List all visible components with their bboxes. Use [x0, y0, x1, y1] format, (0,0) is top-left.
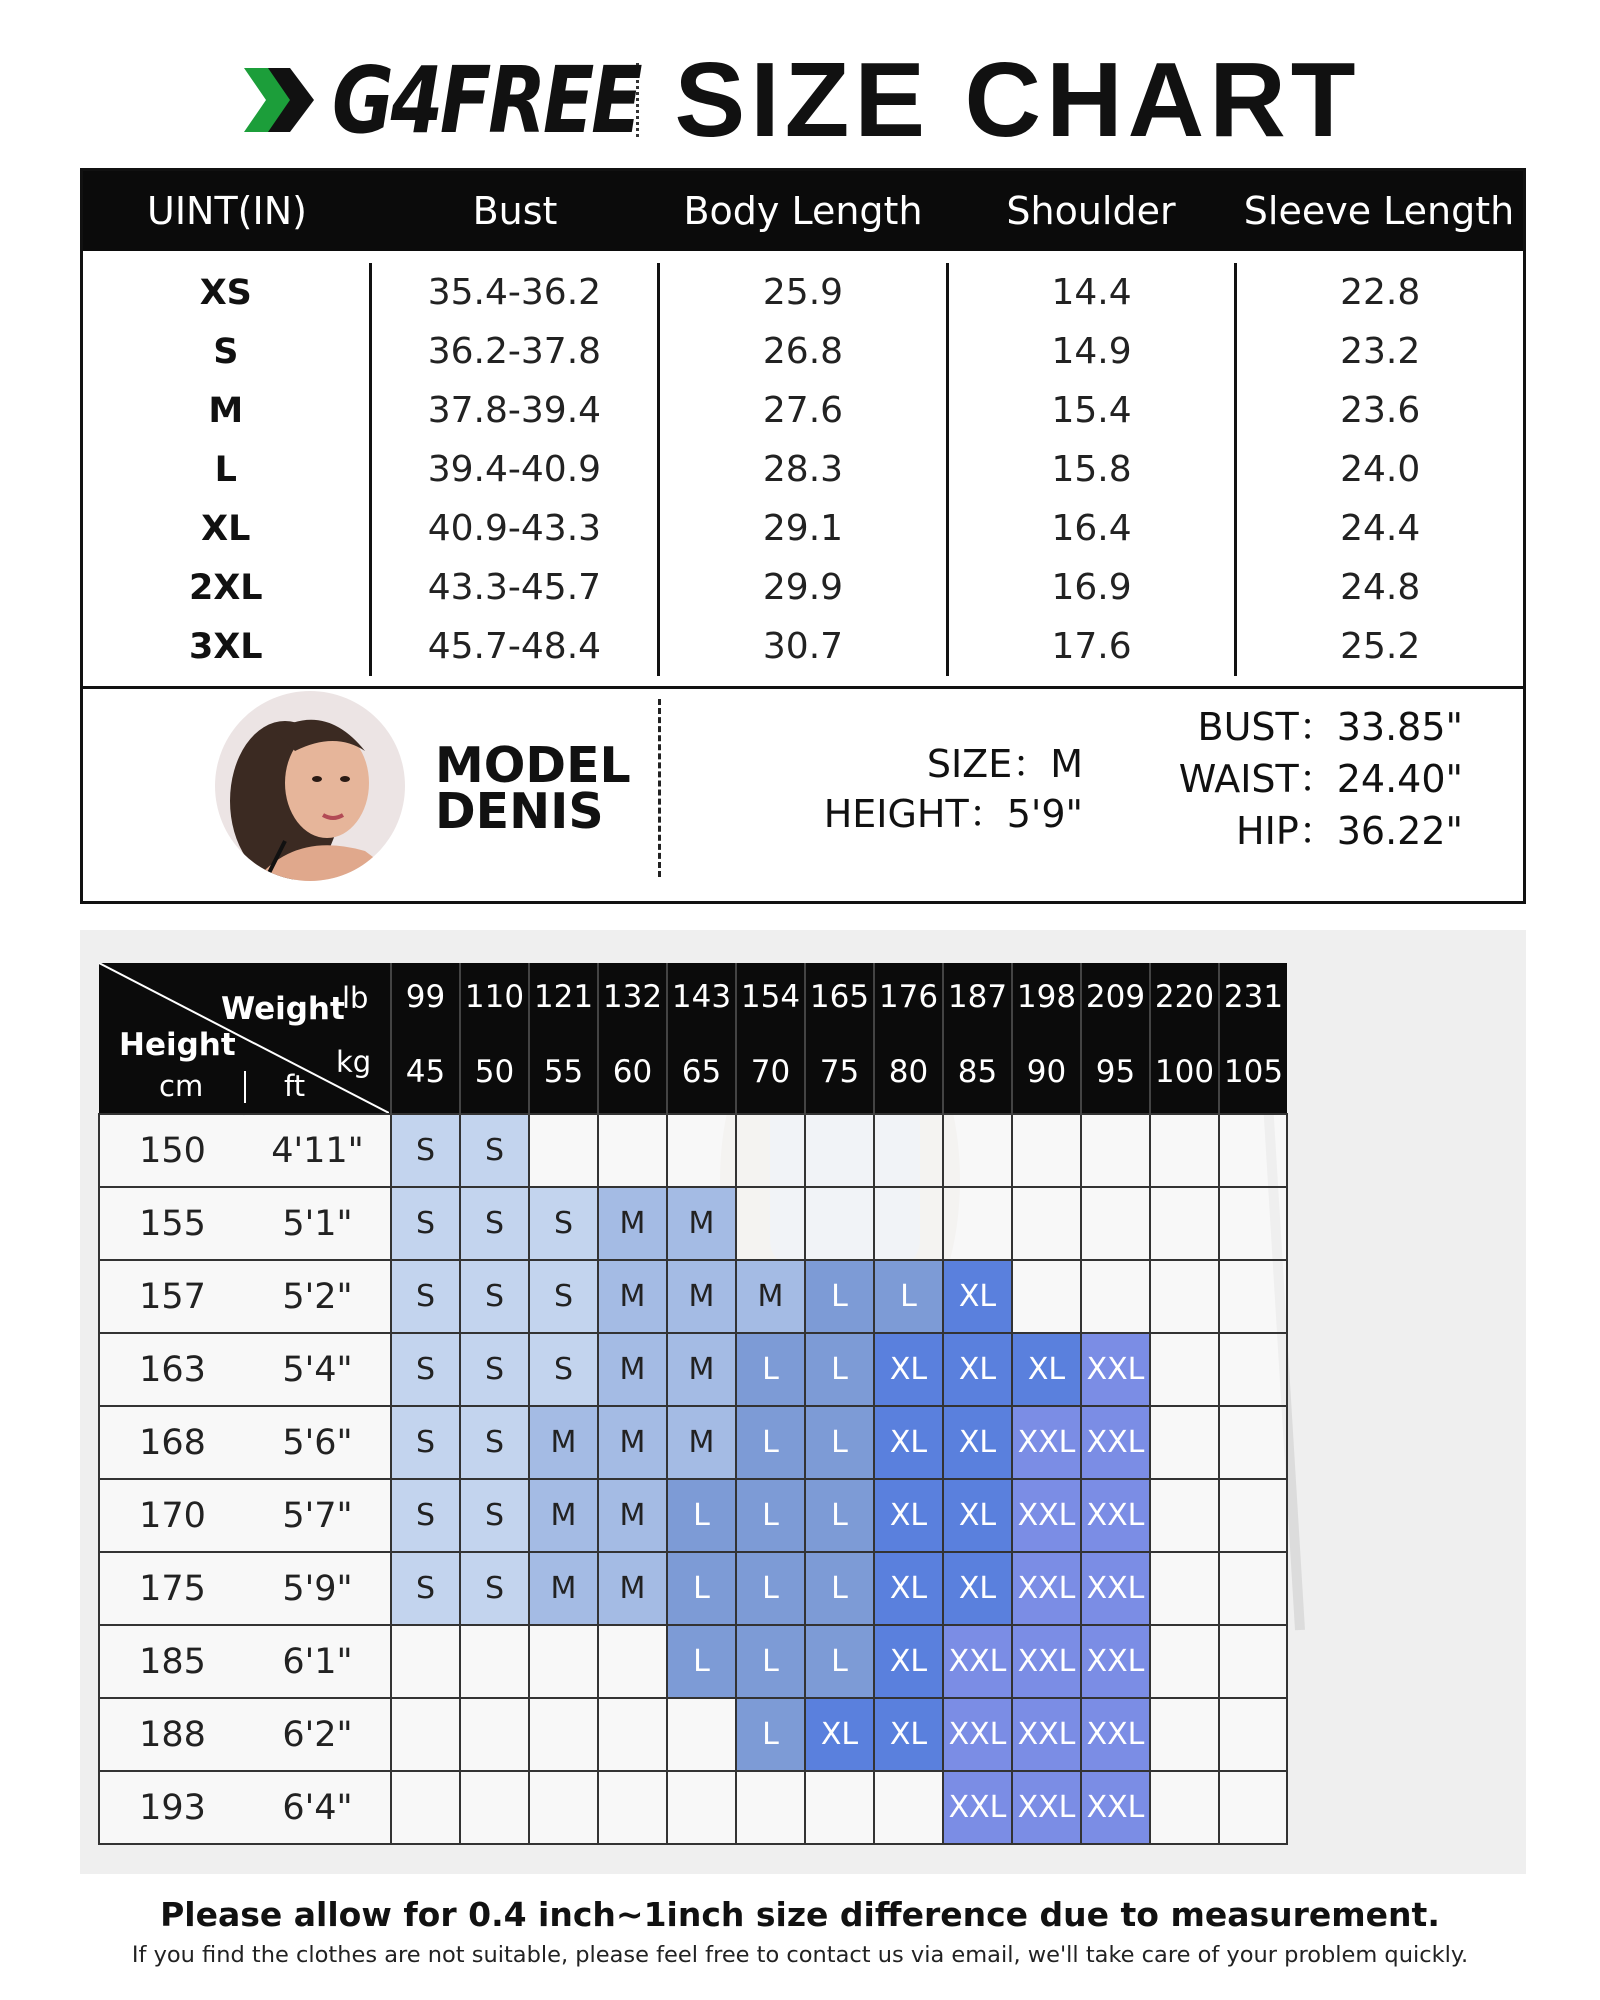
measurement-value: 29.1	[762, 508, 844, 549]
size-cell: L	[805, 1406, 874, 1479]
height-cm: 188	[99, 1698, 245, 1771]
weight-kg-header: 60	[598, 1031, 667, 1114]
empty-cell	[598, 1771, 667, 1844]
size-cell: L	[736, 1333, 805, 1406]
empty-cell	[736, 1187, 805, 1260]
weight-kg-header: 90	[1012, 1031, 1081, 1114]
size-cell: XXL	[943, 1698, 1012, 1771]
empty-cell	[1081, 1260, 1150, 1333]
measurement-value: 25.2	[1340, 626, 1421, 667]
height-cm: 175	[99, 1552, 245, 1625]
empty-cell	[943, 1187, 1012, 1260]
measurement-value: 17.6	[1051, 626, 1132, 667]
measurement-value: 27.6	[762, 390, 844, 431]
size-cell: M	[529, 1479, 598, 1552]
size-cell: XXL	[1012, 1625, 1081, 1698]
empty-cell	[1150, 1625, 1219, 1698]
brand-logo	[240, 46, 639, 154]
empty-cell	[805, 1187, 874, 1260]
measurement-value: 23.2	[1340, 331, 1421, 372]
model-name-line2: DENIS	[435, 783, 604, 840]
model-portrait	[215, 691, 405, 881]
measurement-value: 25.9	[762, 272, 844, 313]
measurement-value: 29.9	[762, 567, 844, 608]
model-size-height	[748, 739, 1083, 839]
size-cell: S	[460, 1479, 529, 1552]
lb-unit-label: lb	[342, 981, 369, 1015]
table-row	[99, 1333, 1287, 1406]
table-row	[99, 1406, 1287, 1479]
measurement-column-shoulder	[946, 263, 1235, 676]
measurement-note: Please allow for 0.4 inch~1inch size difference due to measurement.	[160, 1895, 1440, 1934]
height-cm: 168	[99, 1406, 245, 1479]
empty-cell	[1219, 1187, 1287, 1260]
empty-cell	[1219, 1406, 1287, 1479]
empty-cell	[874, 1771, 943, 1844]
measurement-column-body-length	[657, 263, 946, 676]
empty-cell	[598, 1114, 667, 1187]
empty-cell	[736, 1114, 805, 1187]
measurement-column-size	[83, 263, 369, 676]
empty-cell	[460, 1771, 529, 1844]
empty-cell	[1012, 1114, 1081, 1187]
size-cell: S	[529, 1333, 598, 1406]
empty-cell	[943, 1114, 1012, 1187]
size-label: S	[213, 331, 239, 372]
size-cell: M	[598, 1187, 667, 1260]
table-row	[99, 1187, 1287, 1260]
size-cell: L	[874, 1260, 943, 1333]
measurement-value: 23.6	[1340, 390, 1421, 431]
empty-cell	[667, 1698, 736, 1771]
size-cell: XL	[874, 1479, 943, 1552]
measurement-column-sleeve-length	[1234, 263, 1523, 676]
size-label: M	[208, 390, 244, 431]
size-cell: XXL	[1012, 1552, 1081, 1625]
size-cell: M	[598, 1406, 667, 1479]
empty-cell	[805, 1771, 874, 1844]
empty-cell	[529, 1114, 598, 1187]
size-cell: L	[667, 1479, 736, 1552]
table-row	[99, 1771, 1287, 1844]
measurement-value: 30.7	[762, 626, 844, 667]
measurement-value: 16.9	[1051, 567, 1132, 608]
size-cell: M	[529, 1406, 598, 1479]
size-cell: S	[460, 1187, 529, 1260]
empty-cell	[667, 1771, 736, 1844]
model-height: HEIGHT：5'9"	[823, 792, 1083, 836]
height-cm: 155	[99, 1187, 245, 1260]
empty-cell	[1150, 1260, 1219, 1333]
size-cell: S	[391, 1406, 460, 1479]
empty-cell	[1219, 1771, 1287, 1844]
column-header-shoulder: Shoulder	[1006, 189, 1176, 233]
size-cell: L	[667, 1552, 736, 1625]
size-cell: XXL	[1012, 1698, 1081, 1771]
weight-kg-header: 75	[805, 1031, 874, 1114]
weight-kg-header: 80	[874, 1031, 943, 1114]
size-cell: M	[667, 1333, 736, 1406]
size-cell: XL	[805, 1698, 874, 1771]
empty-cell	[1219, 1552, 1287, 1625]
weight-kg-header: 85	[943, 1031, 1012, 1114]
size-cell: L	[805, 1260, 874, 1333]
size-cell: S	[460, 1260, 529, 1333]
empty-cell	[874, 1187, 943, 1260]
column-header-body-length: Body Length	[683, 189, 923, 233]
weight-lb-header: 110	[460, 963, 529, 1031]
size-cell: XXL	[1081, 1698, 1150, 1771]
weight-lb-header: 198	[1012, 963, 1081, 1031]
size-cell: XL	[874, 1333, 943, 1406]
page-header	[0, 40, 1600, 160]
height-label: Height	[119, 1027, 236, 1063]
lb-header-row	[99, 963, 1287, 1031]
empty-cell	[1081, 1114, 1150, 1187]
size-cell: XXL	[1081, 1625, 1150, 1698]
table-row	[99, 1698, 1287, 1771]
height-cm: 185	[99, 1625, 245, 1698]
size-cell: M	[598, 1552, 667, 1625]
size-cell: XL	[1012, 1333, 1081, 1406]
weight-lb-header: 143	[667, 963, 736, 1031]
height-cm: 150	[99, 1114, 245, 1187]
size-cell: S	[391, 1114, 460, 1187]
measurement-value: 37.8-39.4	[427, 390, 602, 431]
empty-cell	[1081, 1187, 1150, 1260]
model-body-measurements	[1083, 701, 1463, 857]
empty-cell	[391, 1698, 460, 1771]
measurement-value: 39.4-40.9	[427, 449, 602, 490]
height-ft: 6'1"	[245, 1625, 391, 1698]
size-cell: S	[460, 1114, 529, 1187]
weight-lb-header: 99	[391, 963, 460, 1031]
empty-cell	[1219, 1260, 1287, 1333]
size-label: 3XL	[188, 626, 263, 667]
size-cell: XXL	[1081, 1771, 1150, 1844]
height-ft: 5'1"	[245, 1187, 391, 1260]
size-cell: XL	[943, 1479, 1012, 1552]
size-cell: XL	[943, 1260, 1012, 1333]
page-title: SIZE CHART	[674, 40, 1361, 159]
measurement-column-bust	[369, 263, 658, 676]
table-row	[99, 1552, 1287, 1625]
measurement-value: 24.8	[1340, 567, 1421, 608]
size-cell: XL	[943, 1333, 1012, 1406]
table-corner-header	[99, 963, 391, 1114]
size-cell: M	[529, 1552, 598, 1625]
model-divider	[658, 699, 661, 877]
size-cell: M	[598, 1260, 667, 1333]
height-ft: 5'2"	[245, 1260, 391, 1333]
model-size: SIZE：M	[926, 742, 1083, 786]
table-row	[99, 1260, 1287, 1333]
measurement-value: 14.4	[1051, 272, 1132, 313]
empty-cell	[598, 1625, 667, 1698]
size-cell: XL	[943, 1406, 1012, 1479]
size-cell: M	[667, 1406, 736, 1479]
table-row	[99, 1625, 1287, 1698]
kg-unit-label: kg	[336, 1045, 372, 1079]
measurement-value: 35.4-36.2	[427, 272, 602, 313]
weight-lb-header: 165	[805, 963, 874, 1031]
empty-cell	[667, 1114, 736, 1187]
measurement-value: 36.2-37.8	[427, 331, 602, 372]
brand-name: G4FREE	[331, 46, 639, 154]
height-cm: 193	[99, 1771, 245, 1844]
height-ft: 5'7"	[245, 1479, 391, 1552]
measurement-value: 40.9-43.3	[427, 508, 602, 549]
size-cell: XL	[874, 1552, 943, 1625]
empty-cell	[1219, 1625, 1287, 1698]
measurement-value: 28.3	[762, 449, 844, 490]
empty-cell	[1150, 1333, 1219, 1406]
empty-cell	[460, 1698, 529, 1771]
unit-separator	[244, 1071, 246, 1103]
size-cell: XXL	[1012, 1406, 1081, 1479]
empty-cell	[1219, 1479, 1287, 1552]
empty-cell	[1219, 1698, 1287, 1771]
weight-lb-header: 154	[736, 963, 805, 1031]
size-cell: XXL	[1081, 1479, 1150, 1552]
size-cell: L	[805, 1479, 874, 1552]
size-cell: L	[736, 1479, 805, 1552]
empty-cell	[529, 1625, 598, 1698]
measurement-value: 16.4	[1051, 508, 1132, 549]
size-cell: S	[391, 1552, 460, 1625]
empty-cell	[805, 1114, 874, 1187]
height-cm: 157	[99, 1260, 245, 1333]
size-cell: XXL	[1081, 1333, 1150, 1406]
model-name-line1: MODEL	[435, 737, 631, 794]
size-label: XL	[201, 508, 251, 549]
model-hip: HIP：36.22"	[1236, 809, 1463, 853]
size-cell: L	[736, 1698, 805, 1771]
model-waist: WAIST：24.40"	[1178, 757, 1463, 801]
empty-cell	[736, 1771, 805, 1844]
size-cell: S	[460, 1406, 529, 1479]
measurement-value: 24.0	[1340, 449, 1421, 490]
empty-cell	[460, 1625, 529, 1698]
size-label: L	[214, 449, 237, 490]
empty-cell	[598, 1698, 667, 1771]
empty-cell	[874, 1114, 943, 1187]
table-row	[99, 1114, 1287, 1187]
size-cell: S	[460, 1333, 529, 1406]
column-header-sleeve-length: Sleeve Length	[1243, 189, 1515, 233]
size-cell: L	[805, 1552, 874, 1625]
size-cell: L	[805, 1333, 874, 1406]
size-cell: M	[667, 1260, 736, 1333]
weight-kg-header: 55	[529, 1031, 598, 1114]
size-cell: XL	[943, 1552, 1012, 1625]
empty-cell	[1150, 1771, 1219, 1844]
size-cell: L	[667, 1625, 736, 1698]
size-cell: S	[391, 1260, 460, 1333]
measurement-value: 43.3-45.7	[427, 567, 602, 608]
table-row	[99, 1479, 1287, 1552]
height-ft: 5'4"	[245, 1333, 391, 1406]
height-ft: 6'2"	[245, 1698, 391, 1771]
weight-lb-header: 121	[529, 963, 598, 1031]
double-chevron-logo-icon	[240, 60, 320, 140]
size-cell: S	[391, 1479, 460, 1552]
measurement-value: 26.8	[762, 331, 844, 372]
empty-cell	[529, 1771, 598, 1844]
empty-cell	[1150, 1406, 1219, 1479]
height-ft: 6'4"	[245, 1771, 391, 1844]
ft-unit-label: ft	[284, 1069, 306, 1103]
size-cell: XXL	[943, 1771, 1012, 1844]
size-cell: XXL	[1081, 1406, 1150, 1479]
size-cell: L	[736, 1625, 805, 1698]
size-cell: S	[391, 1333, 460, 1406]
measurement-header-row	[83, 171, 1523, 251]
empty-cell	[529, 1698, 598, 1771]
height-cm: 170	[99, 1479, 245, 1552]
empty-cell	[1012, 1187, 1081, 1260]
column-header-bust: Bust	[472, 189, 558, 233]
size-cell: S	[529, 1187, 598, 1260]
empty-cell	[1150, 1114, 1219, 1187]
height-cm: 163	[99, 1333, 245, 1406]
empty-cell	[1150, 1187, 1219, 1260]
empty-cell	[1150, 1698, 1219, 1771]
size-cell: L	[805, 1625, 874, 1698]
size-cell: M	[598, 1479, 667, 1552]
empty-cell	[1150, 1552, 1219, 1625]
column-header-unit: UINT(IN)	[147, 189, 307, 233]
size-cell: L	[736, 1552, 805, 1625]
weight-label: Weight	[221, 991, 345, 1027]
measurement-value: 24.4	[1340, 508, 1421, 549]
size-cell: XXL	[1081, 1552, 1150, 1625]
empty-cell	[391, 1771, 460, 1844]
weight-lb-header: 220	[1150, 963, 1219, 1031]
size-cell: M	[736, 1260, 805, 1333]
size-cell: L	[736, 1406, 805, 1479]
weight-lb-header: 209	[1081, 963, 1150, 1031]
contact-note: If you find the clothes are not suitable, please feel free to contact us via email, we'll take care of your problem quickly.	[131, 1942, 1469, 1968]
weight-kg-header: 100	[1150, 1031, 1219, 1114]
weight-lb-header: 176	[874, 963, 943, 1031]
size-label: 2XL	[188, 567, 263, 608]
size-cell: XXL	[1012, 1479, 1081, 1552]
measurement-value: 22.8	[1340, 272, 1421, 313]
empty-cell	[1150, 1479, 1219, 1552]
height-ft: 4'11"	[245, 1114, 391, 1187]
measurement-value: 15.4	[1051, 390, 1132, 431]
weight-kg-header: 70	[736, 1031, 805, 1114]
weight-kg-header: 45	[391, 1031, 460, 1114]
size-cell: XL	[874, 1625, 943, 1698]
size-cell: S	[529, 1260, 598, 1333]
size-cell: XXL	[1012, 1771, 1081, 1844]
weight-lb-header: 187	[943, 963, 1012, 1031]
empty-cell	[1219, 1333, 1287, 1406]
empty-cell	[1219, 1114, 1287, 1187]
height-ft: 5'9"	[245, 1552, 391, 1625]
measurement-body	[83, 251, 1523, 686]
weight-kg-header: 95	[1081, 1031, 1150, 1114]
measurement-value: 15.8	[1051, 449, 1132, 490]
size-cell: S	[391, 1187, 460, 1260]
measurement-table	[80, 168, 1526, 689]
size-recommendation-panel	[80, 930, 1526, 1874]
weight-lb-header: 231	[1219, 963, 1287, 1031]
size-cell: XXL	[943, 1625, 1012, 1698]
weight-kg-header: 105	[1219, 1031, 1287, 1114]
model-info	[80, 671, 1526, 904]
size-recommendation-table	[98, 963, 1288, 1845]
size-cell: M	[598, 1333, 667, 1406]
empty-cell	[1012, 1260, 1081, 1333]
height-ft: 5'6"	[245, 1406, 391, 1479]
size-cell: XL	[874, 1698, 943, 1771]
avatar	[215, 691, 405, 881]
cm-unit-label: cm	[159, 1069, 204, 1103]
weight-kg-header: 65	[667, 1031, 736, 1114]
size-label: XS	[199, 272, 252, 313]
weight-kg-header: 50	[460, 1031, 529, 1114]
size-cell: S	[460, 1552, 529, 1625]
model-bust: BUST：33.85"	[1197, 705, 1463, 749]
measurement-value: 45.7-48.4	[427, 626, 602, 667]
model-name	[435, 737, 631, 840]
recommendation-body	[99, 1114, 1287, 1844]
weight-lb-header: 132	[598, 963, 667, 1031]
measurement-value: 14.9	[1051, 331, 1132, 372]
size-cell: M	[667, 1187, 736, 1260]
empty-cell	[391, 1625, 460, 1698]
size-cell: XL	[874, 1406, 943, 1479]
